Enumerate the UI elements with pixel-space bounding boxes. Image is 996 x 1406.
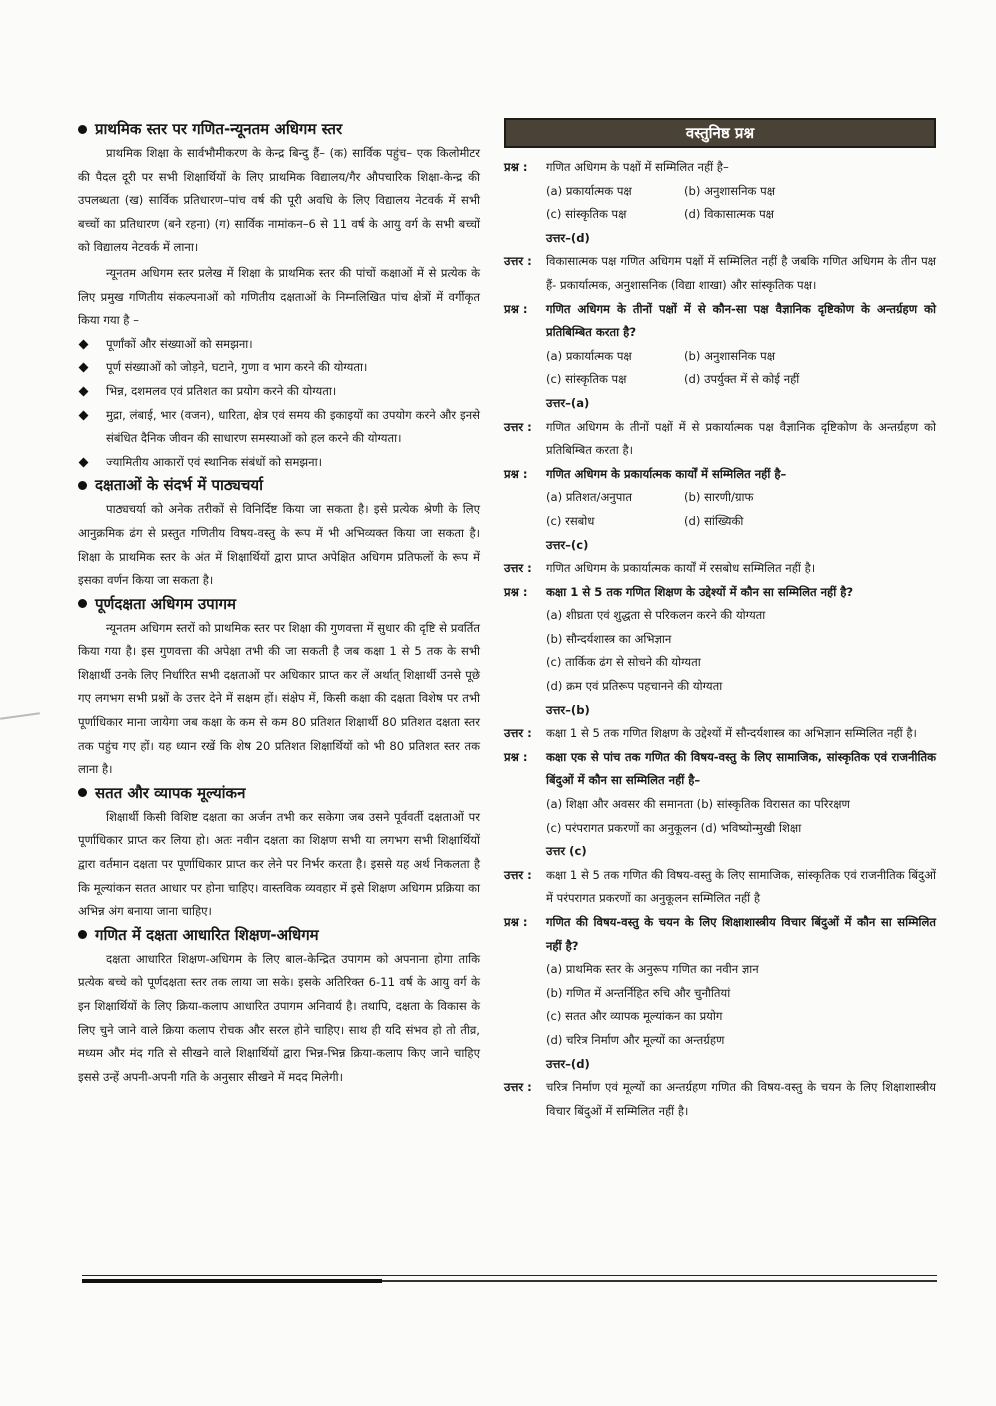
scan-margin-mark (0, 712, 40, 720)
bullet-dot-icon (78, 481, 87, 490)
answer-key: उत्तर–(d) (546, 230, 590, 245)
right-column (504, 118, 936, 1123)
answer-label: उत्तर : (504, 1080, 532, 1095)
answer-label: उत्तर : (504, 726, 532, 741)
heading-text: सतत और व्यापक मूल्यांकन (95, 783, 246, 802)
question-block (504, 156, 936, 298)
heading-text: गणित में दक्षता आधारित शिक्षण-अधिगम (95, 925, 319, 944)
list-item (78, 356, 480, 380)
question-text: गणित अधिगम के पक्षों में सम्मिलित नहीं है– (546, 160, 729, 174)
answer-explanation: गणित अधिगम के प्रकार्यात्मक कार्यों में रसबोध सम्मिलित नहीं है। (546, 561, 816, 576)
answer-key: उत्तर–(c) (546, 537, 589, 552)
option: (b) सौन्दर्यशास्त्र का अभिज्ञान (546, 631, 672, 646)
section-heading (78, 782, 480, 804)
option: (d) चरित्र निर्माण और मूल्यों का अन्तर्ग्रहण (546, 1032, 725, 1047)
answer-explanation: विकासात्मक पक्ष गणित अधिगम पक्षों में सम्मिलित नहीं है जबकि गणित अधिगम के तीन पक्ष हैं- प्रकार्यात्मक, अनुशासनिक (विद्या शाखा) और सांस्कृतिक पक्ष। (546, 254, 937, 292)
options (546, 345, 936, 392)
options (546, 180, 936, 227)
option: (c) सतत और व्यापक मूल्यांकन का प्रयोग (546, 1009, 723, 1024)
question-text: गणित की विषय-वस्तु के चयन के लिए शिक्षाशास्त्रीय विचार बिंदुओं में कौन सा सम्मिलित नहीं है? (546, 915, 936, 953)
option: (a) प्रकार्यात्मक पक्ष (546, 183, 632, 198)
option: (d) विकासात्मक पक्ष (684, 207, 774, 222)
option: (b) अनुशासनिक पक्ष (684, 183, 776, 198)
question-label: प्रश्न : (504, 584, 528, 599)
answer-label: उत्तर : (504, 419, 532, 434)
question-label: प्रश्न : (504, 749, 528, 764)
answer-key: उत्तर–(a) (546, 395, 590, 410)
bullet-list (78, 333, 480, 475)
heading-text: प्राथमिक स्तर पर गणित-न्यूनतम अधिगम स्तर (95, 120, 343, 138)
paragraph: दक्षता आधारित शिक्षण-अधिगम के लिए बाल-केन्द्रित उपागम को अपनाना होगा ताकि प्रत्येक बच्चे को पूर्णदक्षता स्तर तक लाया जा सके। इसके अतिरिक्त 6-11 वर्ष के आयु वर्ग के इन शिक्षार्थियों के लिए क्रिया-कलाप आधारित उपागम अनिवार्य है। तथापि, दक्षता के विकास के लिए चुने जाने वाले क्रिया कलाप रोचक और सरल होने चाहिए। साथ ही यदि संभव हो तो तीव्र, मध्यम और मंद गति से सीखने वाले शिक्षार्थियों द्वारा भिन्न-भिन्न क्रिया-कलाप किए जाने चाहिए इससे उन्हें अपनी-अपनी गति के अनुसार सीखने में मदद मिलेगी। (78, 951, 480, 1084)
diamond-bullet-icon (79, 386, 89, 396)
option: (d) उपर्युक्त में से कोई नहीं (684, 372, 800, 387)
options (546, 604, 936, 698)
question-block (504, 911, 936, 1123)
option: (c) तार्किक ढंग से सोचने की योग्यता (546, 655, 701, 670)
answer-explanation: कक्षा 1 से 5 तक गणित की विषय-वस्तु के लिए सामाजिक, सांस्कृतिक एवं राजनीतिक बिंदुओं में परंपरागत प्रकरणों का अनुकूलन सम्मिलित नहीं है (546, 867, 936, 906)
question-text: गणित अधिगम के तीनों पक्षों में से कौन-सा पक्ष वैज्ञानिक दृष्टिकोण के अन्तर्ग्रहण को प्रतिबिम्बित करता है? (546, 301, 936, 340)
answer-label: उत्तर : (504, 561, 532, 576)
options (546, 958, 936, 1052)
paragraph: प्राथमिक शिक्षा के सार्वभौमीकरण के केन्द्र बिन्दु हैं– (क) सार्विक पहुंच– एक किलोमीटर की पैदल दूरी पर सभी शिक्षार्थियों के लिए प्राथमिक विद्यालय/गैर औपचारिक शिक्षा-केन्द्र की उपलब्धता (ख) सार्विक प्रतिधारण–पांच वर्ष की पूरी अवधि के लिए विद्यालय नेटवर्क में सभी बच्चों का प्रतिधारण (बने रहना) (ग) सार्विक नामांकन–6 से 11 वर्ष के आयु वर्ग के सभी बच्चों को विद्यालय नेटवर्क में लाना। (78, 146, 480, 255)
paragraph: पाठ्यचर्या को अनेक तरीकों से विनिर्दिष्ट किया जा सकता है। इसे प्रत्येक श्रेणी के लिए आनुक्रमिक ढंग से प्रस्तुत गणितीय विषय-वस्तु के रूप में भी अभिव्यक्त किया जा सकता है। शिक्षा के प्राथमिक स्तर के अंत में शिक्षार्थियों द्वारा प्राप्त अपेक्षित अधिगम प्रतिफलों के रूप में इसका वर्णन किया जा सकता है। (78, 502, 480, 588)
option: (a) प्राथमिक स्तर के अनुरूप गणित का नवीन ज्ञान (546, 962, 759, 977)
section-heading (78, 118, 480, 140)
question-label: प्रश्न : (504, 301, 528, 316)
section-heading (78, 593, 480, 615)
list-item (78, 404, 480, 451)
objective-questions-banner: वस्तुनिष्ठ प्रश्न (504, 118, 936, 148)
question-text: गणित अधिगम के प्रकार्यात्मक कार्यों में सम्मिलित नहीं है– (546, 466, 787, 481)
option: (c) परंपरागत प्रकरणों का अनुकूलन (d) भविष्योन्मुखी शिक्षा (546, 820, 802, 835)
option: (c) सांस्कृतिक पक्ष (546, 372, 627, 387)
section-competency-based-teaching (78, 924, 480, 1090)
question-text: कक्षा 1 से 5 तक गणित शिक्षण के उद्देश्यों में कौन सा सम्मिलित नहीं है? (546, 584, 854, 599)
answer-key: उत्तर (c) (546, 844, 587, 859)
bullet-dot-icon (78, 930, 87, 939)
section-continuous-evaluation (78, 782, 480, 924)
options (546, 793, 936, 840)
section-competency-curriculum (78, 474, 480, 592)
left-column (78, 118, 480, 1089)
section-minimum-learning-level (78, 118, 480, 474)
question-label: प्रश्न : (504, 466, 528, 481)
answer-label: उत्तर : (504, 867, 532, 882)
option: (b) सारणी/ग्राफ (684, 490, 754, 505)
question-label: प्रश्न : (504, 915, 528, 929)
heading-text: दक्षताओं के संदर्भ में पाठ्यचर्या (95, 476, 263, 495)
paragraph: न्यूनतम अधिगम स्तरों को प्राथमिक स्तर पर शिक्षा की गुणवत्ता में सुधार की दृष्टि से प्रवर्तित किया गया है। इस गुणवत्ता की अपेक्षा तभी की जा सकती है जब कक्षा 1 से 5 तक के सभी शिक्षार्थी उनके लिए निर्धारित सभी दक्षताओं पर अधिकार प्राप्त कर लें अर्थात् शिक्षार्थी उनसे पूछे गए लगभग सभी प्रश्नों के उत्तर देने में सक्षम हों। संक्षेप में, किसी कक्षा की दक्षता विशेष पर तभी पूर्णाधिकार माना जायेगा जब कक्षा के कम से कम 80 प्रतिशत शिक्षार्थी 80 प्रतिशत दक्षता स्तर तक पहुंच गए हों। यह ध्यान रखें कि शेष 20 प्रतिशत शिक्षार्थियों को भी 80 प्रतिशत स्तर तक लाना है। (78, 620, 480, 777)
option: (b) गणित में अन्तर्निहित रुचि और चुनौतियां (546, 985, 731, 1000)
diamond-bullet-icon (79, 457, 89, 467)
bullet-dot-icon (78, 788, 87, 797)
section-mastery-learning (78, 593, 480, 782)
question-label: प्रश्न : (504, 160, 528, 174)
heading-text: पूर्णदक्षता अधिगम उपागम (95, 594, 236, 613)
list-item (78, 380, 480, 404)
footer-rule-thin (82, 1275, 937, 1276)
answer-label: उत्तर : (504, 254, 532, 269)
option: (c) रसबोध (546, 513, 595, 528)
question-block (504, 463, 936, 581)
list-item-text: भिन्न, दशमलव एवं प्रतिशत का प्रयोग करने की योग्यता। (106, 383, 337, 398)
answer-explanation: गणित अधिगम के तीनों पक्षों में से प्रकार्यात्मक पक्ष वैज्ञानिक दृष्टिकोण के अन्तर्ग्रहण को प्रतिबिम्बित करता है। (546, 419, 936, 458)
bullet-dot-icon (78, 599, 87, 608)
option: (a) प्रतिशत/अनुपात (546, 490, 632, 505)
section-heading (78, 924, 480, 946)
question-block (504, 298, 936, 463)
bullet-dot-icon (78, 125, 87, 134)
question-block (504, 581, 936, 746)
option: (c) सांस्कृतिक पक्ष (546, 207, 627, 222)
paragraph: शिक्षार्थी किसी विशिष्ट दक्षता का अर्जन तभी कर सकेगा जब उसने पूर्ववर्ती दक्षताओं पर पूर्णाधिकार प्राप्त कर लिया हो। अतः नवीन दक्षता का शिक्षण सभी या लगभग सभी शिक्षार्थियों द्वारा वर्तमान दक्षता पर पूर्णाधिकार प्राप्त कर लेने पर निर्भर करता है। इससे यह अर्थ निकलता है कि मूल्यांकन सतत आधार पर होना चाहिए। वास्तविक व्यवहार में इसे शिक्षण अधिगम प्रक्रिया का अभिन्न अंग बनाया जाना चाहिए। (78, 809, 480, 919)
option: (b) अनुशासनिक पक्ष (684, 348, 776, 363)
answer-explanation: चरित्र निर्माण एवं मूल्यों का अन्तर्ग्रहण गणित की विषय-वस्तु के चयन के लिए शिक्षाशास्त्रीय विचार बिंदुओं में सम्मिलित नहीं है। (546, 1080, 936, 1118)
option: (a) शिक्षा और अवसर की समानता (b) सांस्कृतिक विरासत का परिरक्षण (546, 797, 850, 812)
footer-rule-thick (82, 1279, 382, 1283)
diamond-bullet-icon (79, 363, 89, 373)
list-item-text: ज्यामितीय आकारों एवं स्थानिक संबंधों को समझना। (106, 454, 322, 469)
answer-key: उत्तर–(b) (546, 702, 590, 717)
diamond-bullet-icon (79, 339, 89, 349)
option: (d) क्रम एवं प्रतिरूप पहचानने की योग्यता (546, 679, 723, 694)
answer-explanation: कक्षा 1 से 5 तक गणित शिक्षण के उद्देश्यों में सौन्दर्यशास्त्र का अभिज्ञान सम्मिलित नहीं है। (546, 726, 917, 741)
list-item (78, 333, 480, 357)
answer-key: उत्तर–(d) (546, 1056, 590, 1071)
list-item-text: पूर्णांकों और संख्याओं को समझना। (106, 336, 253, 351)
list-item (78, 451, 480, 475)
option: (d) सांख्यिकी (684, 513, 744, 528)
paragraph: न्यूनतम अधिगम स्तर प्रलेख में शिक्षा के प्राथमिक स्तर की पांचों कक्षाओं में से प्रत्येक के लिए प्रमुख गणितीय संकल्पनाओं को गणितीय दक्षताओं के निम्नलिखित पांच क्षेत्रों में वर्गीकृत किया गया है – (78, 265, 480, 328)
question-block (504, 746, 936, 911)
option: (a) शीघ्रता एवं शुद्धता से परिकलन करने की योग्यता (546, 608, 766, 623)
list-item-text: पूर्ण संख्याओं को जोड़ने, घटाने, गुणा व भाग करने की योग्यता। (106, 360, 368, 375)
question-text: कक्षा एक से पांच तक गणित की विषय-वस्तु के लिए सामाजिक, सांस्कृतिक एवं राजनीतिक बिंदुओं में कौन सा सम्मिलित नहीं है– (546, 749, 936, 788)
options (546, 486, 936, 533)
option: (a) प्रकार्यात्मक पक्ष (546, 348, 632, 363)
list-item-text: मुद्रा, लंबाई, भार (वजन), धारिता, क्षेत्र एवं समय की इकाइयों का उपयोग करने और इनसे संबंधित दैनिक जीवन की साधारण समस्याओं को हल करने की योग्यता। (106, 407, 480, 446)
diamond-bullet-icon (79, 410, 89, 420)
section-heading (78, 474, 480, 496)
